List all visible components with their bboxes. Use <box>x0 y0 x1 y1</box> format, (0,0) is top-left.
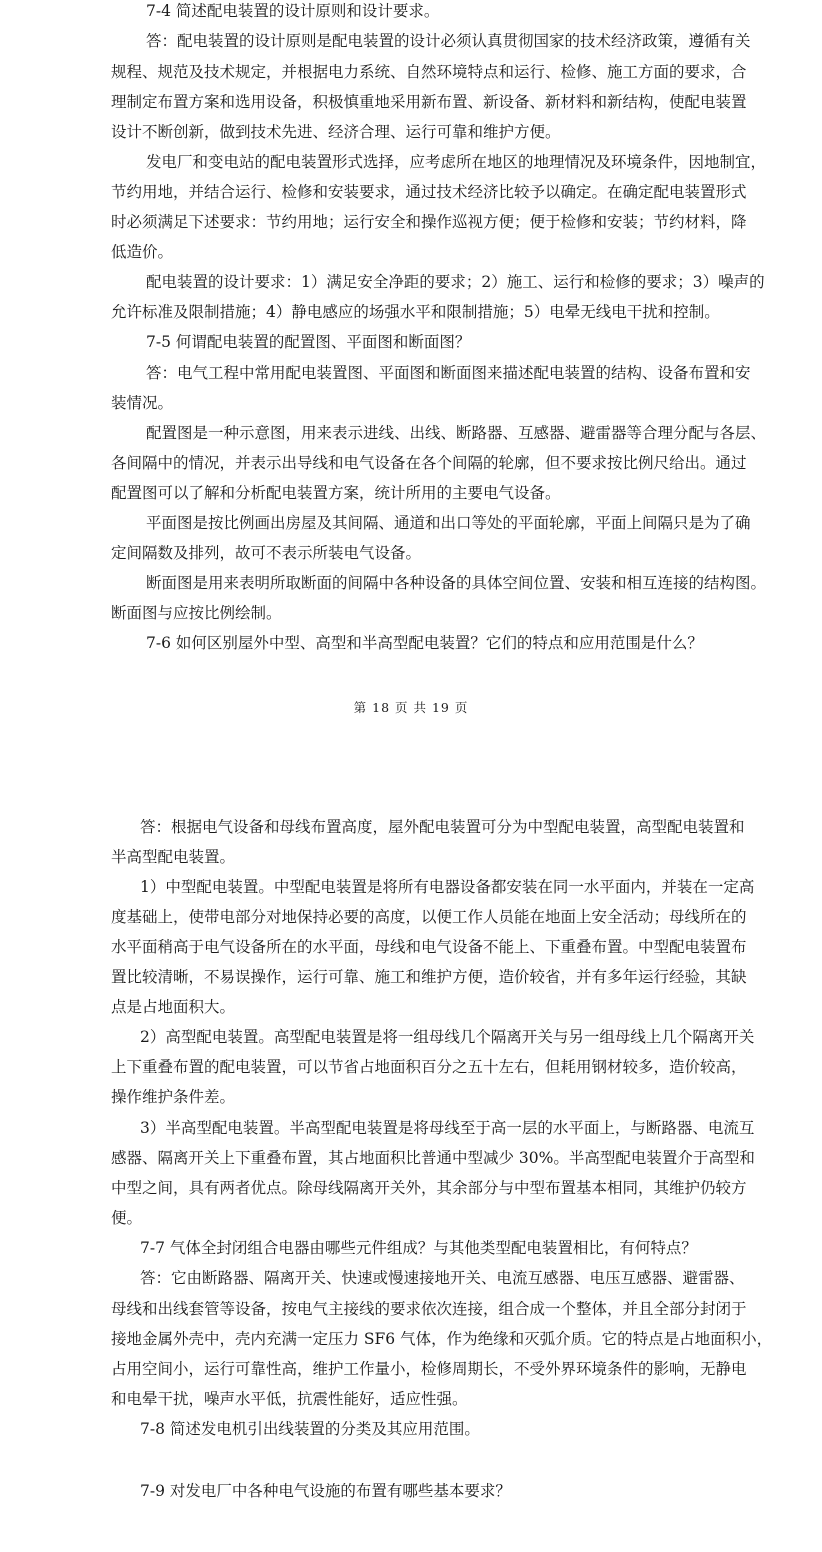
answer-paragraph-line: 配电装置的设计要求：1）满足安全净距的要求；2）施工、运行和检修的要求；3）噪声的 <box>146 273 765 291</box>
answer-paragraph-line: 答：电气工程中常用配电装置图、平面图和断面图来描述配电装置的结构、设备布置和安 <box>146 364 751 382</box>
question-heading: 7-6 如何区别屋外中型、高型和半高型配电装置？它们的特点和应用范围是什么？ <box>146 634 703 652</box>
answer-paragraph-line: 配置图可以了解和分析配电装置方案，统计所用的主要电气设备。 <box>111 484 561 502</box>
answer-paragraph-line: 置比较清晰，不易误操作，运行可靠、施工和维护方便，造价较省，并有多年运行经验，其缺 <box>111 968 747 986</box>
answer-paragraph-line: 点是占地面积大。 <box>111 998 236 1016</box>
answer-paragraph-line: 母线和出线套管等设备，按电气主接线的要求依次连接，组合成一个整体，并且全部分封闭于 <box>111 1300 747 1318</box>
page-footer: 第 18 页 共 19 页 <box>353 700 469 715</box>
answer-paragraph-line: 断面图是用来表明所取断面的间隔中各种设备的具体空间位置、安装和相互连接的结构图。 <box>146 574 767 592</box>
answer-paragraph-line: 规程、规范及技术规定，并根据电力系统、自然环境特点和运行、检修、施工方面的要求，合 <box>111 63 747 81</box>
question-heading: 7-4 简述配电装置的设计原则和设计要求。 <box>146 2 440 20</box>
answer-paragraph-line: 答：它由断路器、隔离开关、快速或慢速接地开关、电流互感器、电压互感器、避雷器、 <box>140 1269 745 1287</box>
answer-paragraph-line: 允许标准及限制措施；4）静电感应的场强水平和限制措施；5）电晕无线电干扰和控制。 <box>111 303 720 321</box>
answer-paragraph-line: 装情况。 <box>111 394 174 412</box>
answer-paragraph-line: 发电厂和变电站的配电装置形式选择，应考虑所在地区的地理情况及环境条件，因地制宜， <box>146 153 767 171</box>
answer-paragraph-line: 感器、隔离开关上下重叠布置，其占地面积比普通中型减少 30%。半高型配电装置介于高型和 <box>111 1149 755 1167</box>
answer-paragraph-line: 占用空间小，运行可靠性高，维护工作量小，检修周期长，不受外界环境条件的影响，无静电 <box>111 1360 747 1378</box>
answer-paragraph-line: 设计不断创新，做到技术先进、经济合理、运行可靠和维护方便。 <box>111 123 561 141</box>
answer-paragraph-line: 操作维护条件差。 <box>111 1088 236 1106</box>
question-heading: 7-9 对发电厂中各种电气设施的布置有哪些基本要求？ <box>140 1482 511 1500</box>
answer-paragraph-line: 低造价。 <box>111 243 174 261</box>
question-heading: 7-5 何谓配电装置的配置图、平面图和断面图？ <box>146 333 471 351</box>
answer-paragraph-line: 定间隔数及排列，故可不表示所装电气设备。 <box>111 544 422 562</box>
answer-paragraph-line: 平面图是按比例画出房屋及其间隔、通道和出口等处的平面轮廓，平面上间隔只是为了确 <box>146 514 751 532</box>
answer-paragraph-line: 答：配电装置的设计原则是配电装置的设计必须认真贯彻国家的技术经济政策，遵循有关 <box>146 32 751 50</box>
question-heading: 7-8 简述发电机引出线装置的分类及其应用范围。 <box>140 1420 480 1438</box>
answer-paragraph-line: 配置图是一种示意图，用来表示进线、出线、断路器、互感器、避雷器等合理分配与各层、 <box>146 424 767 442</box>
answer-paragraph-line: 水平面稍高于电气设备所在的水平面，母线和电气设备不能上、下重叠布置。中型配电装置布 <box>111 938 747 956</box>
answer-paragraph-line: 理制定布置方案和选用设备，积极慎重地采用新布置、新设备、新材料和新结构，使配电装置 <box>111 93 747 111</box>
answer-paragraph-line: 和电晕干扰，噪声水平低，抗震性能好，适应性强。 <box>111 1390 468 1408</box>
answer-paragraph-line: 接地金属外壳中，壳内充满一定压力 SF6 气体，作为绝缘和灭弧介质。它的特点是占地面积小， <box>111 1330 773 1348</box>
answer-paragraph-line: 3）半高型配电装置。半高型配电装置是将母线至于高一层的水平面上，与断路器、电流互 <box>140 1119 755 1137</box>
answer-paragraph-line: 度基础上，使带电部分对地保持必要的高度，以便工作人员能在地面上安全活动；母线所在的 <box>111 908 747 926</box>
answer-paragraph-line: 答：根据电气设备和母线布置高度，屋外配电装置可分为中型配电装置，高型配电装置和 <box>140 818 745 836</box>
answer-paragraph-line: 时必须满足下述要求：节约用地；运行安全和操作巡视方便；便于检修和安装；节约材料，降 <box>111 213 747 231</box>
answer-paragraph-line: 断面图与应按比例绘制。 <box>111 604 282 622</box>
answer-paragraph-line: 2）高型配电装置。高型配电装置是将一组母线几个隔离开关与另一组母线上几个隔离开关 <box>140 1028 755 1046</box>
answer-paragraph-line: 半高型配电装置。 <box>111 848 236 866</box>
answer-paragraph-line: 1）中型配电装置。中型配电装置是将所有电器设备都安装在同一水平面内，并装在一定高 <box>140 878 755 896</box>
answer-paragraph-line: 中型之间，具有两者优点。除母线隔离开关外，其余部分与中型布置基本相同，其维护仍较方 <box>111 1179 747 1197</box>
answer-paragraph-line: 各间隔中的情况，并表示出导线和电气设备在各个间隔的轮廓，但不要求按比例尺给出。通过 <box>111 454 747 472</box>
answer-paragraph-line: 上下重叠布置的配电装置，可以节省占地面积百分之五十左右，但耗用钢材较多，造价较高， <box>111 1058 747 1076</box>
question-heading: 7-7 气体全封闭组合电器由哪些元件组成？与其他类型配电装置相比，有何特点？ <box>140 1239 697 1257</box>
answer-paragraph-line: 便。 <box>111 1209 143 1227</box>
answer-paragraph-line: 节约用地，并结合运行、检修和安装要求，通过技术经济比较予以确定。在确定配电装置形式 <box>111 183 747 201</box>
